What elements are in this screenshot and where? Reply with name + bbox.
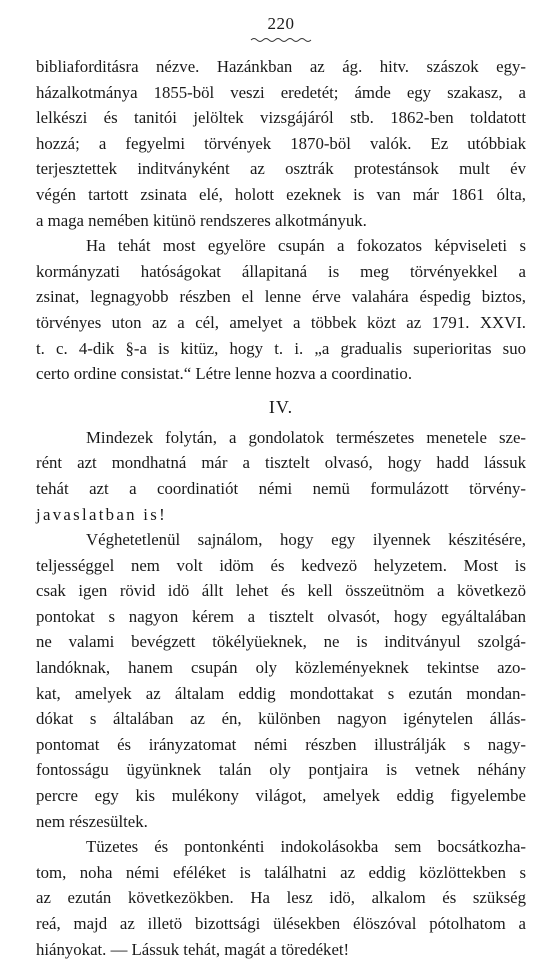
text-line: Tüzetes és pontonkénti indokolásokba sem bocsátkozha- [86,837,526,857]
text-line: hiányokat. — Lássuk tehát, magát a töredéket! [36,939,350,959]
text-line: pontokat s nagyon kérem a tisztelt olvasót, hogy egyáltalában [36,606,526,626]
text-line: hozzá; a fegyelmi törvények 1870-böl valók. Ez utóbbiak [36,133,526,153]
book-page [36,14,526,962]
text-line: teljességgel nem volt idöm és kedvezö helyzetem. Most is [36,555,526,575]
text-line: terjesztettek inditványként az osztrák protestánsok mult év [36,159,526,179]
text-line: tehát azt a coordinatiót némi nemü formulázott törvény- [36,478,526,498]
text-line: pontomat és irányzatomat némi részben illustrálják s nagy- [36,734,526,754]
text-line: reá, majd az illetö bizottsági ülésekben élöszóval pótolhatom a [36,914,526,933]
text-line: tom, noha némi eféléket is találhatni az eddig közlöttekben s [36,862,526,882]
text-line: bibliaforditásra nézve. Hazánkban az ág. hitv. szászok egy- [36,57,526,76]
paragraph-block-1 [36,233,526,387]
text-line: lelkészi és tanitói jelöltek vizsgájáról stb. 1862-ben toldatott [36,108,526,128]
text-line: javaslatban is! [36,504,167,524]
paragraph-block-4 [36,834,526,962]
section-heading: IV. [268,396,294,417]
text-line: t. c. 4-dik §-a is kitüz, hogy t. i. „a gradualis superioritas suo [36,338,526,358]
text-line: nem részesültek. [36,811,148,831]
paragraph-block-2 [36,425,526,527]
text-line: kat, amelyek az általam eddig mondottakat s ezután mondan- [36,683,526,703]
text-line: csak igen rövid idö állt lehet és kell összeütnöm a következö [36,581,526,601]
text-line: a maga nemében kitünö rendszeres alkotmányuk. [36,210,367,230]
text-line: certo ordine consistat.“ Létre lenne hozva a coordinatio. [36,364,413,384]
text-line: ne valami bevégzett tökélyüeknek, ne is inditványul szolgá- [36,632,526,652]
paragraph-block-0 [36,54,526,233]
text-line: landóknak, hanem csupán oly közleményeknek tekintse azo- [36,658,526,678]
text-line: Ha tehát most egyelöre csupán a fokozatos képviseleti s [86,236,526,256]
text-line: kormányzati hatóságokat állapitaná is meg törvényekkel a [36,261,526,281]
page-number: 220 [267,14,295,33]
text-line: rént azt mondhatná már a tisztelt olvasó, hogy hadd lássuk [36,453,526,473]
text-line: Mindezek folytán, a gondolatok természetes menetele sze- [86,427,526,447]
paragraph-block-3 [36,527,526,834]
text-line: percre egy kis mulékony világot, amelyek eddig figyelembe [36,786,526,806]
text-line: Véghetetlenül sajnálom, hogy egy ilyennek készitésére, [86,530,526,550]
text-line: zsinat, legnagyobb részben el lenne érve valahára éspedig biztos, [36,287,526,307]
text-line: fontosságu ügyünknek talán oly pontjaira is vetnek néhány [36,760,526,780]
text-line: végén tartott zsinata elé, holott ezeknek is van már 1861 ólta, [36,184,526,204]
wavy-rule-ornament [249,36,313,44]
text-line: dókat s általában az én, különben nagyon igénytelen állás- [36,709,526,729]
text-line: az ezután következökben. Ha lesz idö, alkalom és szükség [36,888,526,908]
text-line: törvényes uton az a cél, amelyet a többek közt az 1791. XXVI. [36,312,526,332]
text-line: házalkotmánya 1855-böl veszi eredetét; ámde egy szakasz, a [36,82,526,102]
